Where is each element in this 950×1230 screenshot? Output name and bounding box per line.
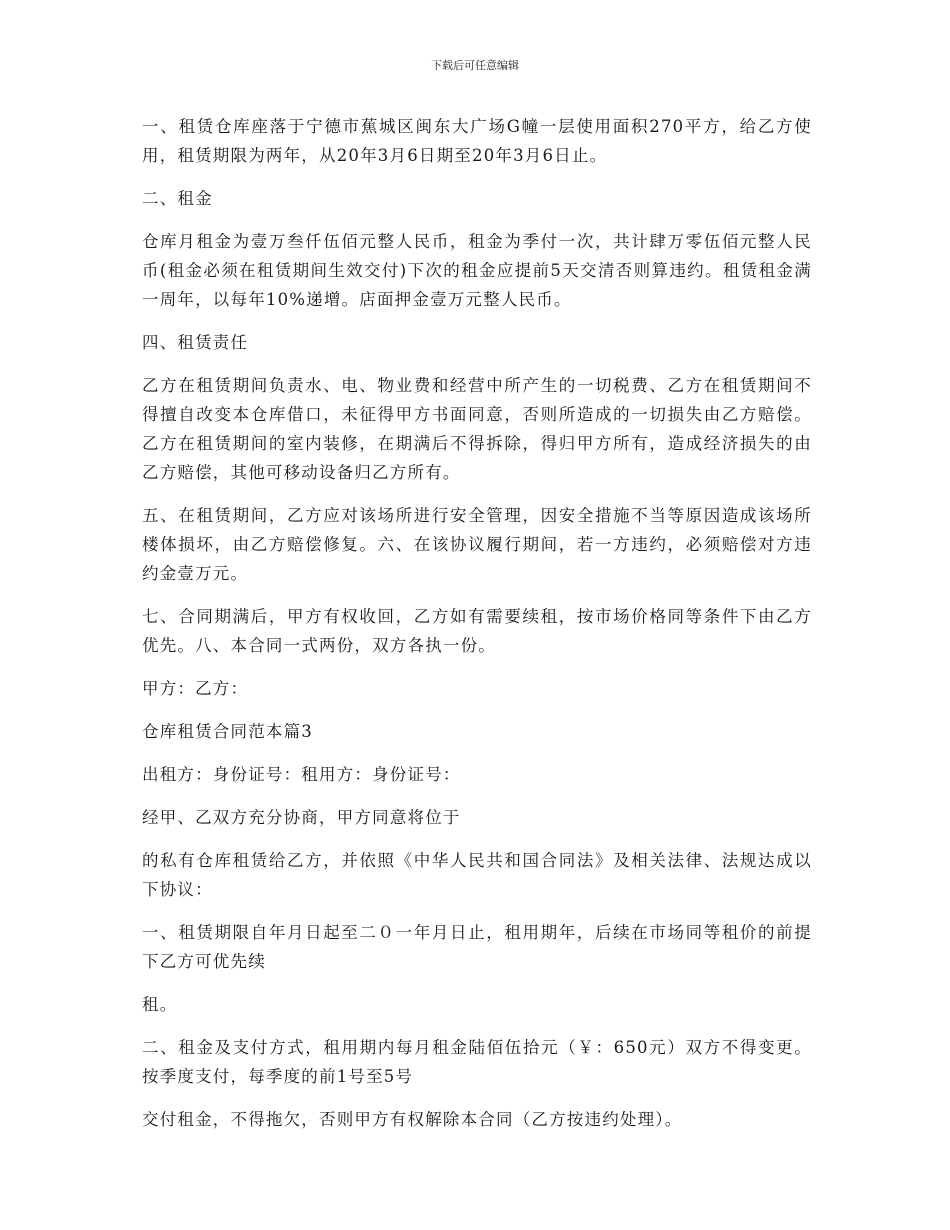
clause-safety-breach: 五、在租赁期间，乙方应对该场所进行安全管理，因安全措施不当等原因造成该场所楼体损坏，由乙方赔偿修复。六、在该协议履行期间，若一方违约，必须赔偿对方违约金壹万元。	[142, 506, 812, 583]
intro-line: 经甲、乙双方充分协商，甲方同意将位于	[142, 808, 461, 827]
party-id-line: 出租方：身份证号：租用方：身份证号：	[142, 765, 461, 784]
heading-rent: 二、租金	[142, 189, 213, 208]
document-body	[142, 112, 812, 1148]
clause-location-term: 一、租赁仓库座落于宁德市蕉城区闽东大广场G幢一层使用面积270平方，给乙方使用，租赁期限为两年，从20年3月6日期至20年3月6日止。	[142, 117, 812, 165]
intro-agreement: 的私有仓库租赁给乙方，并依照《中华人民共和国合同法》及相关法律、法规达成以下协议：	[142, 851, 812, 899]
clause-lease-term: 一、租赁期限自年月日起至二０一年月日止，租用期年，后续在市场同等租价的前提下乙方可优先续	[142, 923, 812, 971]
clause-lease-term-end: 租。	[142, 995, 178, 1014]
section-title-template-3: 仓库租赁合同范本篇3	[142, 722, 313, 741]
signature-parties: 甲方：乙方：	[142, 679, 249, 698]
heading-responsibility: 四、租赁责任	[142, 333, 249, 352]
clause-expiry-copies: 七、合同期满后，甲方有权收回，乙方如有需要续租，按市场价格同等条件下由乙方优先。八、本合同一式两份，双方各执一份。	[142, 607, 812, 655]
clause-rent-amount: 仓库月租金为壹万叁仟伍佰元整人民币，租金为季付一次，共计肆万零伍佰元整人民币(租金必须在租赁期间生效交付)下次的租金应提前5天交清否则算违约。租赁租金满一周年，以每年10%递增。店面押金壹万元整人民币。	[142, 232, 812, 309]
clause-responsibility: 乙方在租赁期间负责水、电、物业费和经营中所产生的一切税费、乙方在租赁期间不得擅自改变本仓库借口，未征得甲方书面同意，否则所造成的一切损失由乙方赔偿。乙方在租赁期间的室内装修，在期满后不得拆除，得归甲方所有，造成经济损失的由乙方赔偿，其他可移动设备归乙方所有。	[142, 376, 812, 482]
clause-payment-deadline: 交付租金，不得拖欠，否则甲方有权解除本合同（乙方按违约处理）。	[142, 1110, 683, 1129]
header-note: 下载后可任意编辑	[431, 59, 519, 72]
clause-payment-method: 二、租金及支付方式，租用期内每月租金陆佰伍拾元（￥：650元）双方不得变更。按季度支付，每季度的前1号至5号	[142, 1038, 812, 1086]
